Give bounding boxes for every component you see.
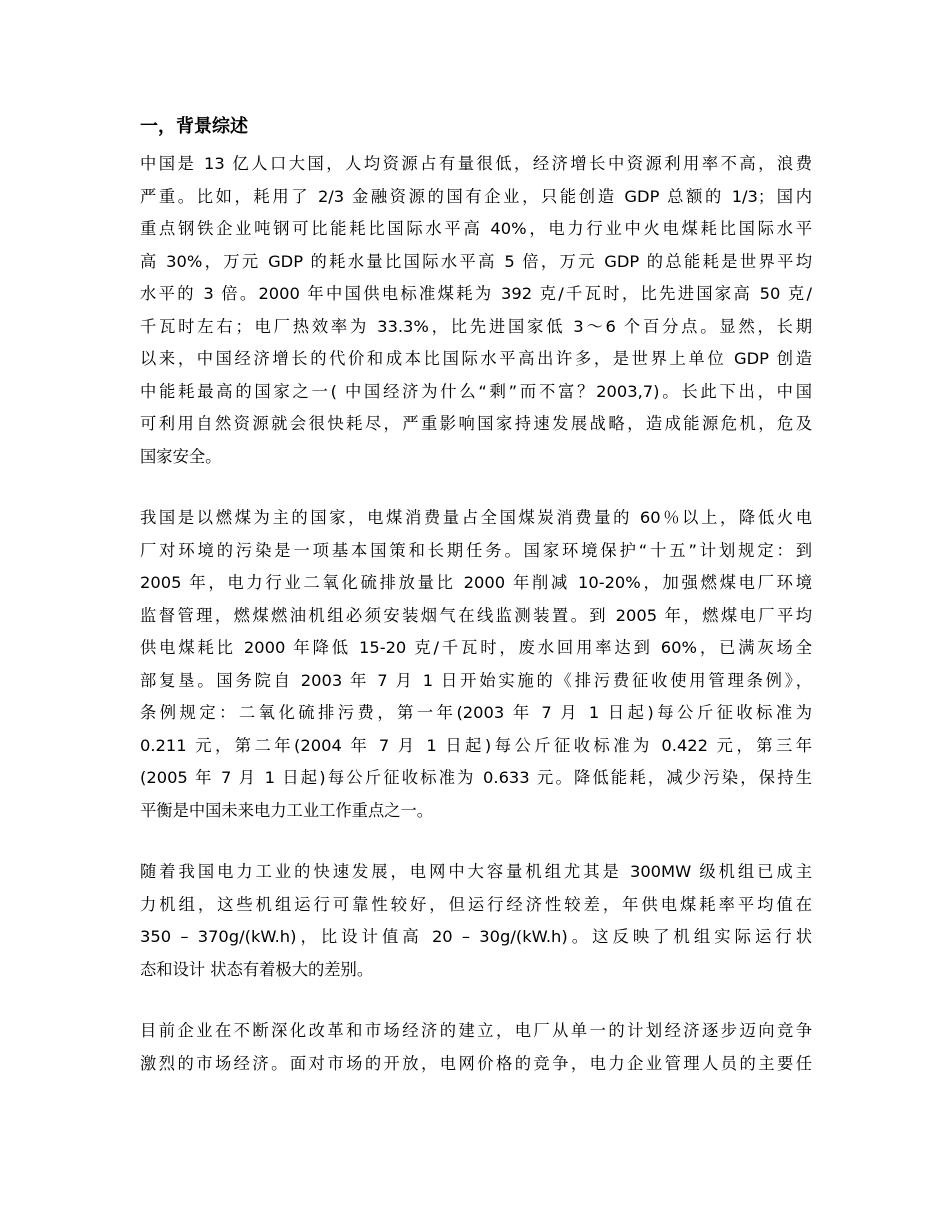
text-line: 供电煤耗比 2000 年降低 15-20 克/千瓦时，废水回用率达到 60%，已满灰场全 <box>140 638 812 657</box>
paragraph <box>140 856 812 986</box>
text-line: 千瓦时左右；电厂热效率为 33.3%，比先进国家低 3～6 个百分点。显然，长期 <box>140 316 812 336</box>
text-line: 平衡是中国未来电力工业工作重点之一。 <box>140 800 434 820</box>
text-line: 以来，中国经济增长的代价和成本比国际水平高出许多，是世界上单位 GDP 创造 <box>140 349 812 368</box>
text-line: 力机组，这些机组运行可靠性较好，但运行经济性较差，年供电煤耗率平均值在 <box>140 894 812 914</box>
text-line: 重点钢铁企业吨钢可比能耗比国际水平高 40%，电力行业中火电煤耗比国际水平 <box>140 219 812 238</box>
text-line: (2005 年 7 月 1 日起)每公斤征收标准为 0.633 元。降低能耗，减少污染，保持生 <box>140 768 812 787</box>
text-line: 部复垦。国务院自 2003 年 7 月 1 日开始实施的《排污费征收使用管理条例》， <box>140 670 812 690</box>
text-line: 激烈的市场经济。面对市场的开放，电网价格的竞争，电力企业管理人员的主要任 <box>140 1053 812 1073</box>
text-line: 严重。比如，耗用了 2/3 金融资源的国有企业，只能创造 GDP 总额的 1/3；国内 <box>140 186 812 206</box>
text-line: 厂对环境的污染是一项基本国策和长期任务。国家环境保护“十五”计划规定：到 <box>140 540 812 560</box>
text-line: 我国是以燃煤为主的国家，电煤消费量占全国煤炭消费量的 60％以上，降低火电 <box>140 508 812 527</box>
paragraph <box>140 1015 812 1080</box>
text-line: 2005 年，电力行业二氧化硫排放量比 2000 年削减 10-20%，加强燃煤电厂环境 <box>140 573 812 592</box>
text-line: 中国是 13 亿人口大国，人均资源占有量很低，经济增长中资源利用率不高，浪费 <box>140 154 812 173</box>
section-heading: 一，背景综述 <box>140 116 248 137</box>
text-line: 态和设计 状态有着极大的差别。 <box>140 959 374 979</box>
text-line: 高 30%，万元 GDP 的耗水量比国际水平高 5 倍，万元 GDP 的总能耗是世界平均 <box>140 251 812 271</box>
text-line: 国家安全。 <box>140 446 222 466</box>
text-line: 中能耗最高的国家之一( 中国经济为什么“剩”而不富？2003,7)。长此下出，中国 <box>140 381 812 401</box>
paragraph <box>140 502 812 827</box>
text-line: 目前企业在不断深化改革和市场经济的建立，电厂从单一的计划经济逐步迈向竞争 <box>140 1021 812 1040</box>
text-line: 350 – 370g/(kW.h)，比设计值高 20 – 30g/(kW.h)。这反映了机组实际运行状 <box>140 927 812 946</box>
paragraph <box>140 148 812 473</box>
text-line: 随着我国电力工业的快速发展，电网中大容量机组尤其是 300MW 级机组已成主 <box>140 862 812 881</box>
text-line: 0.211 元，第二年(2004 年 7 月 1 日起)每公斤征收标准为 0.422 元，第三年 <box>140 735 812 755</box>
text-line: 监督管理，燃煤燃油机组必须安装烟气在线监测装置。到 2005 年，燃煤电厂平均 <box>140 605 812 625</box>
text-line: 可利用自然资源就会很快耗尽，严重影响国家持速发展战略，造成能源危机，危及 <box>140 414 812 433</box>
text-line: 水平的 3 倍。2000 年中国供电标准煤耗为 392 克/千瓦时，比先进国家高 50 克/ <box>140 284 812 303</box>
body-text <box>140 148 812 1109</box>
text-line: 条例规定：二氧化硫排污费，第一年(2003 年 7 月 1 日起)每公斤征收标准为 <box>140 703 812 722</box>
